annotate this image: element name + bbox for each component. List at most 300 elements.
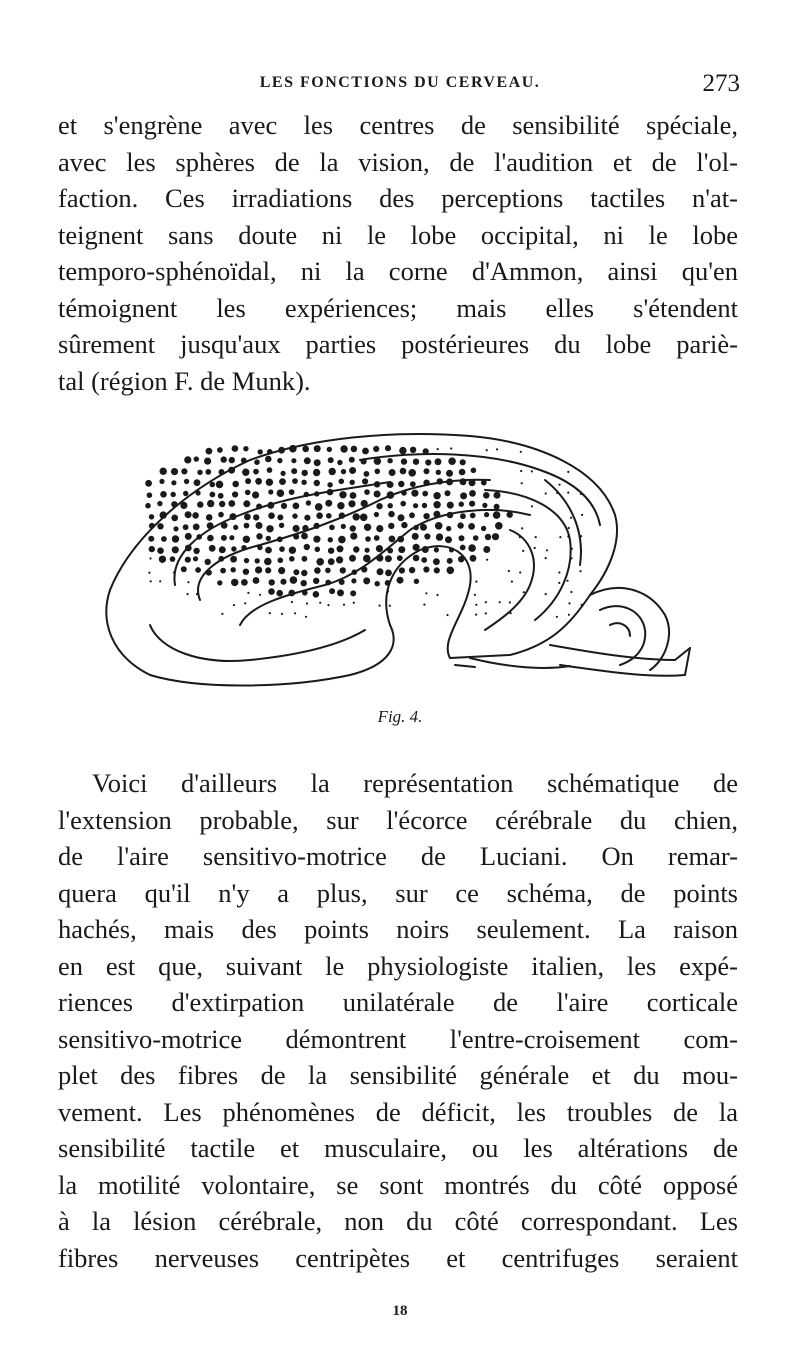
stipple-dot: [280, 579, 286, 585]
stipple-dot: [257, 545, 262, 550]
stipple-dot: [293, 503, 300, 510]
stipple-dot: [460, 545, 466, 551]
stipple-dot: [244, 602, 246, 604]
stipple-dot: [531, 505, 533, 507]
stipple-dot: [207, 535, 214, 542]
stipple-dot: [265, 456, 272, 463]
dog-brain-illustration: [90, 420, 710, 710]
stipple-dot: [289, 445, 297, 453]
stipple-dot: [302, 446, 309, 453]
stipple-dot: [376, 554, 383, 561]
stipple-dot: [361, 458, 367, 464]
stipple-dot: [343, 604, 345, 606]
stipple-dot: [243, 536, 250, 543]
stipple-dot: [374, 481, 380, 487]
stipple-dot: [243, 446, 248, 451]
text-line: hachés, mais des points noirs seulement. La raison: [58, 914, 738, 944]
stipple-dot: [385, 580, 391, 586]
stipple-dot: [398, 546, 405, 553]
stipple-dot: [313, 578, 319, 584]
stipple-dot: [256, 522, 263, 529]
stipple-dot: [510, 612, 512, 614]
stipple-dot: [519, 571, 521, 573]
stipple-dot: [326, 513, 332, 519]
stipple-dot: [434, 547, 439, 552]
stipple-dot: [558, 582, 560, 584]
stipple-dot: [409, 512, 415, 518]
stipple-dot: [483, 492, 490, 499]
stipple-dot: [340, 567, 346, 573]
stipple-dot: [302, 525, 308, 531]
stipple-dot: [493, 511, 501, 519]
stipple-dot: [413, 525, 418, 530]
stipple-dot: [319, 602, 321, 604]
stipple-dot: [327, 604, 329, 606]
stipple-dot: [433, 511, 440, 518]
stipple-dot: [301, 480, 306, 485]
stipple-dot: [197, 501, 203, 507]
stipple-dot: [160, 491, 167, 498]
stipple-dot: [485, 601, 487, 603]
stipple-dot: [242, 469, 249, 476]
stipple-dot: [232, 481, 239, 488]
stipple-dot: [279, 523, 284, 528]
stipple-dot: [336, 556, 343, 563]
stipple-dot: [533, 558, 535, 560]
stipple-dot: [447, 558, 453, 564]
stipple-dot: [339, 579, 345, 585]
stipple-dot: [339, 479, 345, 485]
stipple-dot: [350, 480, 355, 485]
stipple-dot: [315, 547, 321, 553]
stipple-dot: [459, 502, 464, 507]
stipple-dot: [377, 568, 384, 575]
stipple-dot: [159, 556, 166, 563]
stipple-dot: [411, 490, 418, 497]
stipple-dot: [363, 577, 370, 584]
stipple-dot: [387, 491, 395, 499]
stipple-dot: [160, 468, 167, 475]
stipple-dot: [446, 614, 448, 616]
stipple-dot: [365, 548, 370, 553]
stipple-dot: [379, 605, 381, 607]
stipple-dot: [277, 514, 283, 520]
stipple-dot: [399, 567, 405, 573]
stipple-dot: [445, 490, 451, 496]
stipple-dot: [172, 535, 179, 542]
stipple-dot: [423, 566, 429, 572]
stipple-dot: [291, 468, 297, 474]
stipple-dot: [171, 492, 176, 497]
stipple-dot: [210, 492, 216, 498]
stipple-dot: [413, 459, 419, 465]
stipple-dot: [314, 491, 319, 496]
stipple-dot: [413, 503, 418, 508]
stipple-dot: [361, 566, 367, 572]
stipple-dot: [494, 492, 501, 499]
stipple-dot: [361, 500, 368, 507]
text-line: de l'aire sensitivo-motrice de Luciani. On remar-: [58, 841, 738, 871]
text-line: quera qu'il n'y a plus, sur ce schéma, de points: [58, 877, 738, 908]
stipple-dot: [349, 555, 356, 562]
stipple-dot: [281, 471, 286, 476]
stipple-dot: [376, 525, 383, 532]
stipple-dot: [375, 469, 381, 475]
stipple-dot: [279, 478, 286, 485]
stipple-dot: [446, 470, 453, 477]
stipple-dot: [337, 460, 342, 465]
stipple-dot: [314, 445, 321, 452]
stipple-dot: [193, 524, 200, 531]
stipple-dot: [247, 592, 249, 594]
stipple-dot: [314, 480, 320, 486]
stipple-dot: [446, 478, 453, 485]
stipple-dot: [545, 492, 547, 494]
stipple-dot: [301, 570, 307, 576]
stipple-dot: [483, 546, 490, 553]
stipple-dot: [570, 557, 572, 559]
stipple-dot: [216, 481, 224, 489]
stipple-dot: [508, 570, 510, 572]
stipple-dot: [468, 544, 476, 552]
stipple-dot: [447, 502, 454, 509]
stipple-dot: [424, 533, 430, 539]
stipple-dot: [219, 546, 226, 553]
stipple-dot: [433, 501, 440, 508]
stipple-dot: [325, 500, 332, 507]
stipple-dot: [293, 569, 299, 575]
text-line: la motilité volontaire, se sont montrés du côté opposé: [58, 1169, 738, 1200]
stipple-dot: [348, 500, 355, 507]
stipple-dot: [180, 502, 187, 509]
stipple-dot: [281, 613, 283, 615]
stipple-dot: [521, 482, 523, 484]
text-line: à la lésion cérébrale, non du côté correspondant. Les: [58, 1206, 738, 1236]
stipple-dot: [219, 501, 225, 507]
text-line: tal (région F. de Munk).: [58, 365, 311, 396]
stipple-dot: [327, 447, 332, 452]
stipple-dot: [389, 605, 391, 607]
stipple-dot: [196, 490, 201, 495]
stipple-dot: [486, 559, 488, 561]
stipple-dot: [268, 489, 273, 494]
stipple-dot: [269, 612, 271, 614]
stipple-dot: [375, 581, 380, 586]
stipple-dot: [315, 503, 323, 511]
stipple-dot: [339, 491, 346, 498]
stipple-dot: [397, 536, 404, 543]
stipple-dot: [253, 514, 259, 520]
stipple-dot: [325, 568, 331, 574]
text-line: sensibilité tactile et musculaire, ou les altérations de: [58, 1133, 738, 1163]
stipple-dot: [545, 593, 547, 595]
stipple-dot: [521, 527, 523, 529]
stipple-dot: [364, 524, 371, 531]
stipple-dot: [195, 567, 201, 573]
stipple-dot: [363, 555, 371, 563]
stipple-dot: [422, 546, 429, 553]
stipple-dot: [556, 616, 558, 618]
stipple-dot: [244, 514, 251, 521]
stipple-dot: [436, 470, 441, 475]
stipple-dot: [485, 612, 487, 614]
stipple-dot: [194, 456, 199, 461]
stipple-dot: [329, 525, 335, 531]
stipple-dot: [460, 478, 467, 485]
stipple-dot: [469, 501, 475, 507]
stipple-dot: [475, 614, 477, 616]
stipple-dot: [340, 445, 347, 452]
stipple-dot: [231, 546, 236, 551]
stipple-dot: [185, 557, 191, 563]
stipple-dot: [422, 491, 428, 497]
stipple-dot: [205, 469, 211, 475]
stipple-dot: [253, 469, 259, 475]
stipple-dot: [338, 536, 346, 544]
stipple-dot: [520, 470, 522, 472]
stipple-dot: [423, 448, 429, 454]
stipple-dot: [469, 479, 476, 486]
stipple-dot: [420, 524, 427, 531]
stipple-dot: [328, 548, 334, 554]
stipple-dot: [457, 522, 463, 528]
stipple-dot: [218, 512, 224, 518]
stipple-dot: [546, 549, 548, 551]
stipple-dot: [276, 590, 283, 597]
text-line: riences d'extirpation unilatérale de l'aire corticale: [58, 987, 738, 1017]
stipple-dot: [148, 572, 150, 574]
stipple-dot: [388, 523, 394, 529]
stipple-dot: [339, 512, 345, 518]
stipple-dot: [221, 522, 228, 529]
stipple-dot: [511, 461, 513, 463]
stipple-dot: [314, 567, 321, 574]
stipple-dot: [196, 593, 198, 595]
stipple-dot: [291, 458, 296, 463]
stipple-dot: [507, 512, 513, 518]
stipple-dot: [535, 536, 537, 538]
stipple-dot: [437, 478, 443, 484]
stipple-dot: [292, 478, 298, 484]
stipple-dot: [360, 514, 368, 522]
stipple-dot: [581, 604, 583, 606]
stipple-dot: [400, 468, 407, 475]
stipple-dot: [316, 512, 323, 519]
stipple-dot: [410, 481, 416, 487]
paragraph-continued: [58, 107, 738, 399]
stipple-dot: [387, 458, 392, 463]
stipple-dot: [161, 536, 167, 542]
stipple-dot: [459, 469, 466, 476]
stipple-dot: [408, 469, 416, 477]
stipple-dot: [171, 501, 177, 507]
stipple-dot: [567, 535, 569, 537]
stipple-dot: [149, 514, 154, 519]
stipple-dot: [470, 555, 477, 562]
stipple-dot: [293, 534, 299, 540]
stipple-dot: [568, 614, 570, 616]
stipple-dot: [291, 601, 293, 603]
stipple-dot: [267, 449, 273, 455]
stipple-dot: [316, 558, 324, 566]
stipple-dot: [401, 522, 407, 528]
stipple-dot: [460, 492, 467, 499]
stipple-dot: [328, 537, 333, 542]
stipple-dot: [385, 555, 392, 562]
stipple-dot: [197, 470, 202, 475]
stipple-dot: [302, 590, 308, 596]
stipple-dot: [241, 458, 247, 464]
stipple-dot: [352, 569, 358, 575]
stipple-dot: [243, 500, 250, 507]
page-number: 273: [702, 70, 740, 97]
stipple-dot: [267, 467, 273, 473]
sensory-motor-area-dots: [145, 445, 583, 618]
stipple-dot: [481, 526, 486, 531]
stipple-dot: [353, 513, 360, 520]
stipple-dot: [233, 525, 238, 530]
stipple-dot: [435, 522, 443, 530]
stipple-dot: [185, 545, 192, 552]
stipple-dot: [374, 535, 380, 541]
stipple-dot: [268, 588, 275, 595]
stipple-dot: [433, 558, 440, 565]
stipple-dot: [436, 594, 438, 596]
stipple-dot: [485, 534, 491, 540]
stipple-dot: [187, 581, 189, 583]
stipple-dot: [351, 446, 358, 453]
stipple-dot: [206, 448, 213, 455]
text-line: sensitivo-motrice démontrent l'entre-croisement com-: [58, 1023, 738, 1054]
stipple-dot: [264, 558, 272, 566]
stipple-dot: [244, 523, 250, 529]
stipple-dot: [401, 490, 407, 496]
stipple-dot: [173, 526, 178, 531]
stipple-dot: [545, 557, 547, 559]
stipple-dot: [400, 501, 406, 507]
stipple-dot: [289, 489, 295, 495]
stipple-dot: [149, 557, 151, 559]
stipple-dot: [277, 536, 283, 542]
stipple-dot: [278, 447, 285, 454]
stipple-dot: [570, 517, 572, 519]
stipple-dot: [244, 558, 249, 563]
stipple-dot: [171, 468, 178, 475]
stipple-dot: [147, 492, 153, 498]
stipple-dot: [301, 533, 308, 540]
signature-mark: 18: [392, 1303, 408, 1319]
stipple-dot: [412, 533, 419, 540]
stipple-dot: [245, 490, 251, 496]
stipple-dot: [436, 533, 443, 540]
stipple-dot: [374, 491, 381, 498]
stipple-dot: [496, 448, 498, 450]
stipple-dot: [362, 478, 368, 484]
stipple-dot: [374, 512, 379, 517]
stipple-dot: [399, 447, 406, 454]
stipple-dot: [231, 579, 238, 586]
stipple-dot: [422, 503, 427, 508]
stipple-dot: [255, 478, 262, 485]
stipple-dot: [475, 581, 477, 583]
stipple-dot: [192, 512, 199, 519]
stipple-dot: [184, 479, 189, 484]
stipple-dot: [292, 513, 297, 518]
stipple-dot: [255, 558, 260, 563]
stipple-dot: [534, 547, 536, 549]
text-line: témoignent les expériences; mais elles s'étendent: [58, 292, 738, 323]
stipple-dot: [482, 503, 487, 508]
stipple-dot: [279, 546, 285, 552]
stipple-dot: [414, 579, 419, 584]
stipple-dot: [267, 502, 274, 509]
stipple-dot: [484, 512, 489, 517]
stipple-dot: [413, 555, 420, 562]
stipple-dot: [171, 480, 176, 485]
text-line: sûrement jusqu'aux parties postérieures du lobe pariè-: [58, 329, 738, 359]
stipple-dot: [245, 478, 251, 484]
stipple-dot: [229, 535, 234, 540]
stipple-dot: [581, 514, 583, 516]
stipple-dot: [425, 459, 431, 465]
stipple-dot: [421, 557, 427, 563]
stipple-dot: [160, 511, 167, 518]
stipple-dot: [183, 524, 189, 530]
stipple-dot: [473, 535, 479, 541]
stipple-dot: [304, 515, 310, 521]
stipple-dot: [424, 468, 430, 474]
stipple-dot: [278, 558, 284, 564]
stipple-dot: [388, 503, 393, 508]
stipple-dot: [486, 449, 488, 451]
stipple-dot: [567, 471, 569, 473]
stipple-dot: [185, 533, 192, 540]
stipple-dot: [385, 445, 391, 451]
stipple-dot: [221, 613, 223, 615]
stipple-dot: [228, 500, 235, 507]
stipple-dot: [268, 512, 275, 519]
stipple-dot: [281, 503, 287, 509]
stipple-dot: [304, 544, 310, 550]
text-line: temporo-sphénoïdal, ni la corne d'Ammon, ainsi qu'en: [58, 256, 738, 286]
stipple-dot: [170, 556, 176, 562]
stipple-dot: [230, 513, 237, 520]
stipple-dot: [398, 514, 405, 521]
stipple-dot: [389, 536, 396, 543]
stipple-dot: [302, 556, 308, 562]
stipple-dot: [229, 457, 235, 463]
stipple-dot: [305, 616, 307, 618]
stipple-dot: [207, 500, 214, 507]
stipple-dot: [327, 489, 334, 496]
stipple-dot: [389, 469, 396, 476]
stipple-dot: [266, 479, 273, 486]
stipple-dot: [373, 446, 379, 452]
stipple-dot: [349, 457, 355, 463]
brain-figure: [90, 420, 710, 710]
stipple-dot: [265, 547, 272, 554]
text-line: fibres nerveuses centripètes et centrifuges seraient: [58, 1242, 738, 1273]
stipple-dot: [184, 456, 191, 463]
stipple-dot: [423, 480, 429, 486]
stipple-dot: [253, 577, 260, 584]
text-line: l'extension probable, sur l'écorce cérébrale du chien,: [58, 804, 738, 835]
stipple-dot: [328, 457, 334, 463]
text-line: Voici d'ailleurs la représentation schématique de: [92, 768, 738, 798]
stipple-dot: [401, 458, 407, 464]
stipple-dot: [313, 536, 320, 543]
text-line: avec les sphères de la vision, de l'audition et de l'ol-: [58, 146, 738, 177]
